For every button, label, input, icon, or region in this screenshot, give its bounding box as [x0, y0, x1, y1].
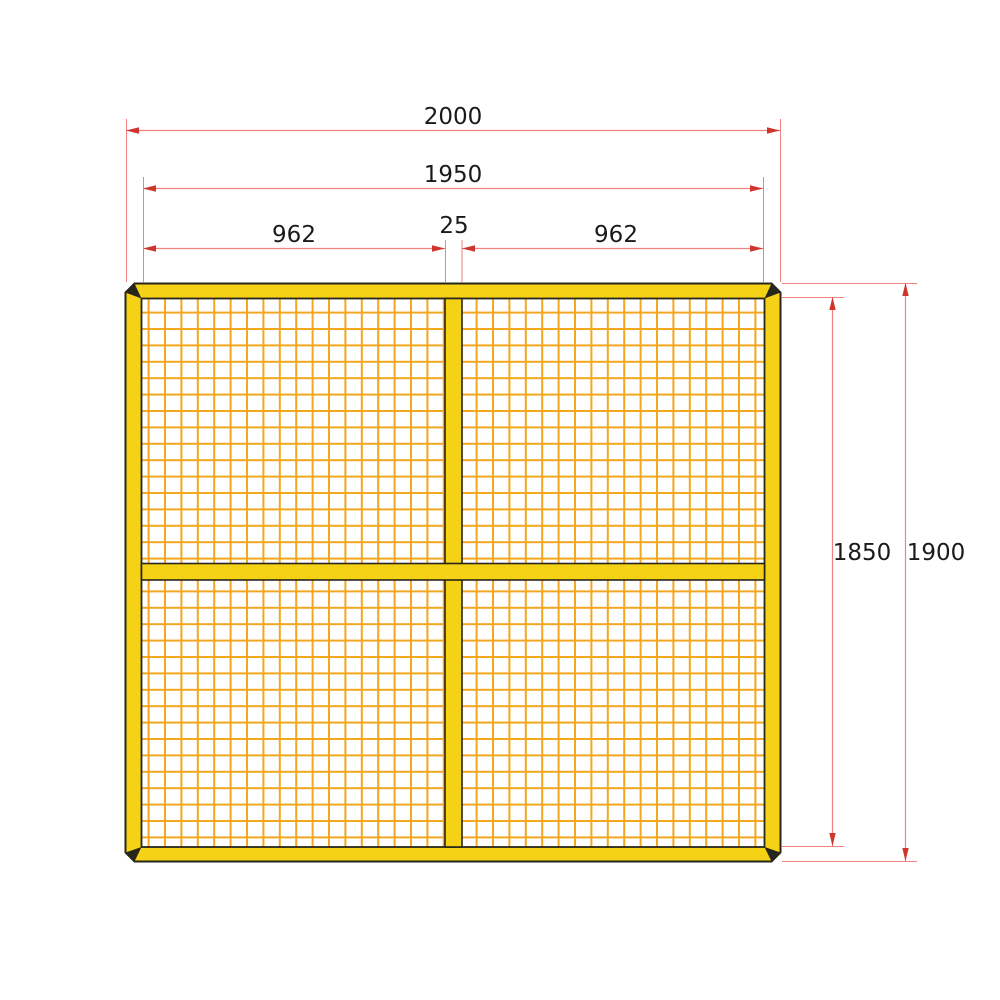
- arrowhead-left: [462, 245, 475, 251]
- dim-label-overall-height: 1900: [906, 540, 966, 566]
- arrowhead-right: [750, 185, 763, 191]
- dim-label-post-width: 25: [439, 213, 469, 239]
- arrowhead-left: [143, 185, 156, 191]
- panel: [126, 284, 781, 862]
- arrowhead-up: [829, 297, 835, 310]
- dim-label-inner-height: 1850: [832, 540, 892, 566]
- arrowhead-right: [767, 127, 780, 133]
- dim-label-left-bay: 962: [272, 222, 316, 248]
- arrowhead-right: [432, 245, 445, 251]
- arrowhead-down: [829, 833, 835, 846]
- middle-horizontal-rail: [142, 564, 765, 581]
- arrowhead-left: [143, 245, 156, 251]
- arrowhead-up: [902, 283, 908, 296]
- dim-label-inner-width: 1950: [423, 162, 483, 188]
- dim-label-overall-width: 2000: [423, 104, 483, 130]
- arrowhead-left: [126, 127, 139, 133]
- dim-label-right-bay: 962: [594, 222, 638, 248]
- arrowhead-right: [750, 245, 763, 251]
- arrowhead-down: [902, 848, 908, 861]
